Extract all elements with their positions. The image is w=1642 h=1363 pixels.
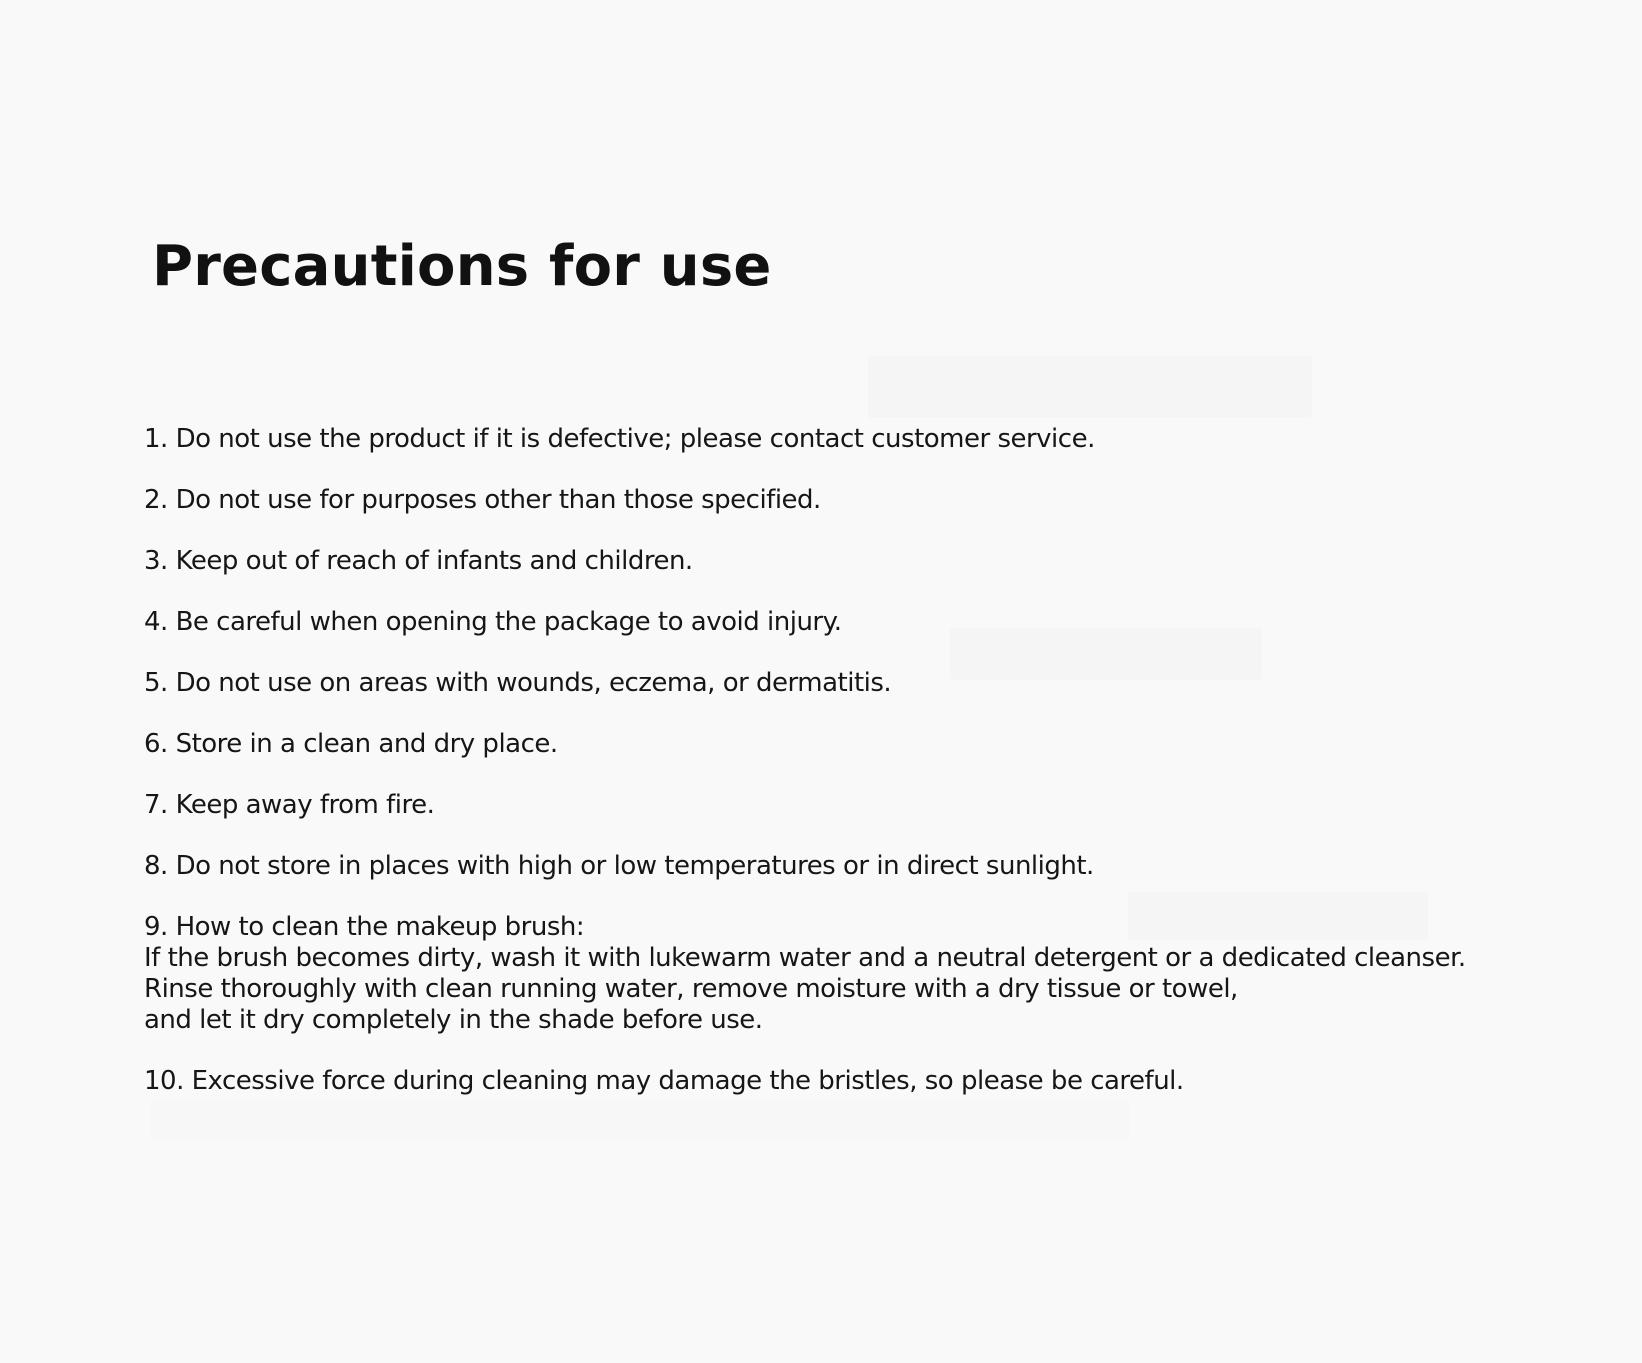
precautions-list: [144, 424, 1466, 1127]
page-title: Precautions for use: [152, 234, 772, 299]
list-item: [144, 729, 1466, 760]
item-text: 6. Store in a clean and dry place.: [144, 729, 558, 759]
list-item: [144, 668, 1466, 699]
list-item: [144, 424, 1466, 455]
list-item: [144, 1066, 1466, 1097]
item-text: 3. Keep out of reach of infants and children.: [144, 546, 693, 576]
list-item: [144, 851, 1466, 882]
item-text: 10. Excessive force during cleaning may damage the bristles, so please be careful.: [144, 1066, 1184, 1096]
item-text: 8. Do not store in places with high or low temperatures or in direct sunlight.: [144, 851, 1094, 881]
item-text: 4. Be careful when opening the package to avoid injury.: [144, 607, 842, 637]
item-text: 7. Keep away from fire.: [144, 790, 435, 820]
list-item-cleaning: [144, 912, 1466, 1036]
list-item: [144, 790, 1466, 821]
list-item: [144, 485, 1466, 516]
item-text: 1. Do not use the product if it is defective; please contact customer service.: [144, 424, 1095, 454]
cleaning-heading: 9. How to clean the makeup brush:: [144, 912, 585, 942]
cleaning-line: and let it dry completely in the shade before use.: [144, 1005, 763, 1035]
list-item: [144, 607, 1466, 638]
faint-background-block: [868, 356, 1312, 418]
list-item: [144, 546, 1466, 577]
cleaning-line: Rinse thoroughly with clean running water, remove moisture with a dry tissue or towel,: [144, 974, 1238, 1004]
cleaning-line: If the brush becomes dirty, wash it with lukewarm water and a neutral detergent or a dedicated cleanser.: [144, 943, 1466, 973]
item-text: 2. Do not use for purposes other than those specified.: [144, 485, 821, 515]
item-text: 5. Do not use on areas with wounds, eczema, or dermatitis.: [144, 668, 892, 698]
